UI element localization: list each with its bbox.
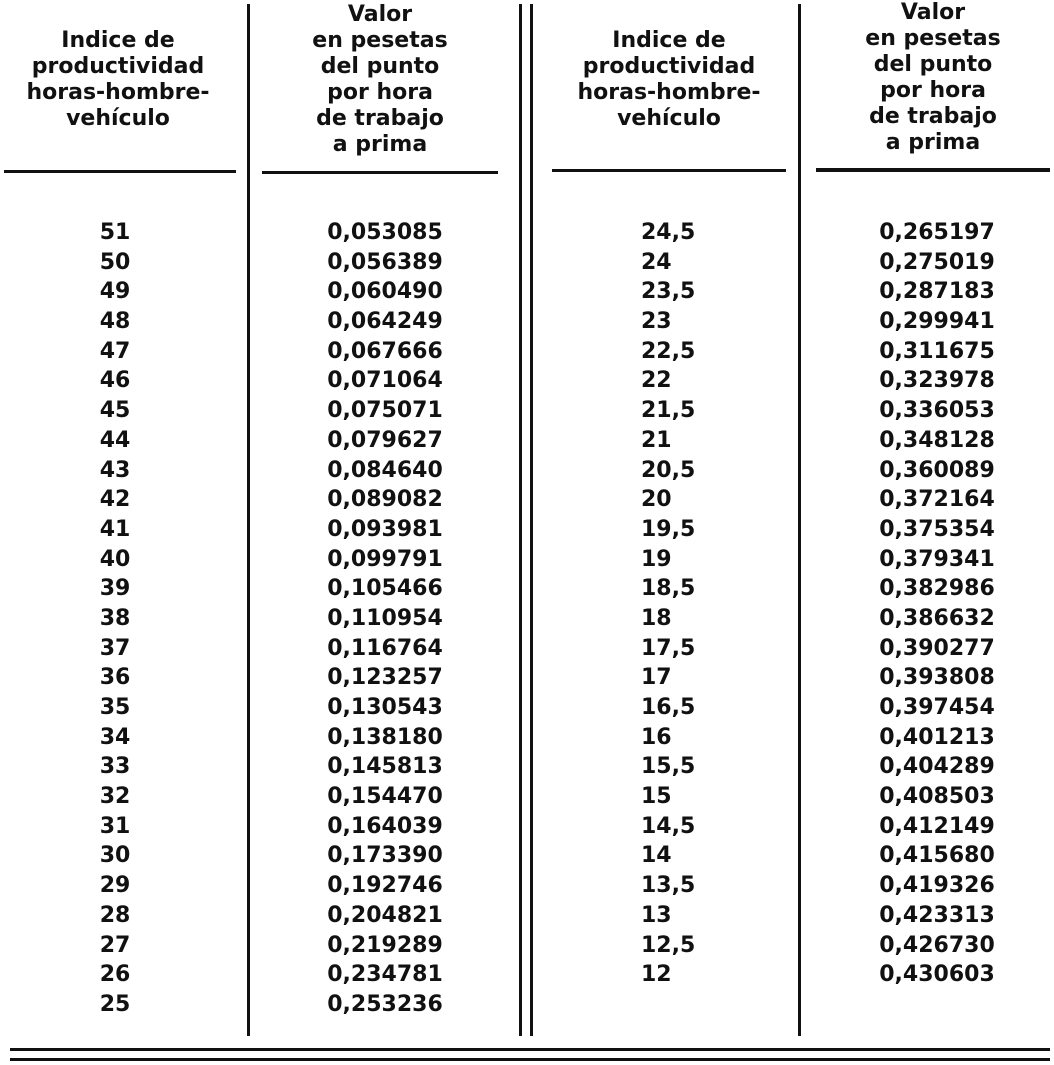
index-cell: 37 xyxy=(99,635,131,661)
value-cell: 0,145813 xyxy=(327,754,443,780)
header-line: de trabajo xyxy=(869,104,997,129)
index-cell: 13 xyxy=(641,902,672,928)
index-cell: 19,5 xyxy=(641,516,696,542)
index-cell: 26 xyxy=(99,962,131,988)
index-cell: 12,5 xyxy=(641,932,696,958)
value-cell: 0,089082 xyxy=(327,487,443,513)
value-cell: 0,056389 xyxy=(327,249,443,275)
value-cell: 0,311675 xyxy=(879,338,995,364)
index-cell: 39 xyxy=(99,576,131,602)
value-cell: 0,397454 xyxy=(879,695,995,720)
value-cell: 0,067666 xyxy=(327,338,443,364)
index-cell: 22 xyxy=(641,368,672,394)
value-cell: 0,382986 xyxy=(879,576,995,602)
index-cell: 24 xyxy=(641,249,672,275)
index-cell: 30 xyxy=(99,843,131,869)
value-cell: 0,099791 xyxy=(327,546,443,572)
header-line: en pesetas xyxy=(312,28,448,53)
center-double-divider xyxy=(519,4,522,1036)
value-cell: 0,430603 xyxy=(879,962,995,988)
header-value-right xyxy=(816,0,1050,156)
index-cell: 15 xyxy=(641,784,672,810)
value-cell: 0,265197 xyxy=(879,220,995,245)
index-cell: 23 xyxy=(641,309,672,335)
left-value-column xyxy=(300,218,470,1020)
index-cell: 16,5 xyxy=(641,695,696,720)
left-index-column xyxy=(60,218,170,1020)
header-line: a prima xyxy=(885,130,981,155)
header-line: del punto xyxy=(320,54,440,79)
value-cell: 0,426730 xyxy=(879,932,995,958)
index-cell: 23,5 xyxy=(641,279,696,305)
header-line: por hora xyxy=(327,80,433,105)
index-cell: 32 xyxy=(99,784,131,810)
value-cell: 0,386632 xyxy=(879,605,995,631)
index-cell: 18 xyxy=(641,605,672,631)
index-cell: 44 xyxy=(99,427,131,453)
value-cell: 0,138180 xyxy=(327,724,443,750)
header-line: Indice de xyxy=(61,28,175,53)
index-cell: 47 xyxy=(99,338,131,364)
header-line: vehículo xyxy=(617,106,721,131)
value-cell: 0,360089 xyxy=(879,457,995,483)
header-line: por hora xyxy=(880,78,986,103)
value-cell: 0,419326 xyxy=(879,873,995,899)
value-cell: 0,123257 xyxy=(327,665,443,691)
value-cell: 0,323978 xyxy=(879,368,995,394)
index-cell: 46 xyxy=(99,368,131,394)
value-cell: 0,415680 xyxy=(879,843,995,869)
index-cell: 28 xyxy=(99,902,131,928)
index-cell: 36 xyxy=(99,665,131,691)
header-line: en pesetas xyxy=(865,26,1001,51)
index-cell: 21,5 xyxy=(641,398,696,424)
value-cell: 0,154470 xyxy=(327,784,443,810)
index-cell: 27 xyxy=(99,932,131,958)
index-cell: 12 xyxy=(641,962,672,988)
index-cell: 22,5 xyxy=(641,338,696,364)
header-line: del punto xyxy=(873,52,993,77)
index-cell: 40 xyxy=(99,546,131,572)
index-cell: 42 xyxy=(99,487,131,513)
right-value-column xyxy=(852,218,1022,990)
value-cell: 0,219289 xyxy=(327,932,443,958)
value-cell: 0,336053 xyxy=(879,398,995,424)
value-cell: 0,075071 xyxy=(327,398,443,424)
value-cell: 0,204821 xyxy=(327,902,443,928)
header-line: de trabajo xyxy=(316,106,444,131)
index-cell: 49 xyxy=(99,279,131,305)
value-cell: 0,412149 xyxy=(879,813,995,839)
value-cell: 0,423313 xyxy=(879,902,995,928)
header-line: productividad xyxy=(582,54,756,79)
value-cell: 0,408503 xyxy=(879,784,995,810)
index-cell: 38 xyxy=(99,605,131,631)
value-cell: 0,173390 xyxy=(327,843,443,869)
index-cell: 41 xyxy=(99,516,131,542)
value-cell: 0,093981 xyxy=(327,516,443,542)
header-index-left xyxy=(0,28,236,132)
value-cell: 0,299941 xyxy=(879,309,995,335)
value-cell: 0,110954 xyxy=(327,605,443,631)
header-index-right xyxy=(552,28,786,132)
column-divider xyxy=(798,4,801,1036)
header-value-left xyxy=(262,2,498,158)
index-cell: 51 xyxy=(99,220,131,245)
value-cell: 0,164039 xyxy=(327,813,443,839)
value-cell: 0,116764 xyxy=(327,635,443,661)
value-cell: 0,275019 xyxy=(879,249,995,275)
value-cell: 0,053085 xyxy=(327,220,443,245)
value-cell: 0,393808 xyxy=(879,665,995,691)
index-cell: 13,5 xyxy=(641,873,696,899)
index-cell: 48 xyxy=(99,309,131,335)
value-cell: 0,105466 xyxy=(327,576,443,602)
header-line: Valor xyxy=(347,2,413,27)
value-cell: 0,064249 xyxy=(327,309,443,335)
index-cell: 17,5 xyxy=(641,635,696,661)
value-cell: 0,079627 xyxy=(327,427,443,453)
value-cell: 0,401213 xyxy=(879,724,995,750)
index-cell: 43 xyxy=(99,457,131,483)
index-cell: 35 xyxy=(99,695,131,720)
index-cell: 24,5 xyxy=(641,220,696,245)
bottom-double-rule xyxy=(10,1048,1050,1051)
header-underline xyxy=(816,168,1050,172)
value-cell: 0,253236 xyxy=(327,991,443,1017)
index-cell: 21 xyxy=(641,427,672,453)
index-cell: 33 xyxy=(99,754,131,780)
value-cell: 0,192746 xyxy=(327,873,443,899)
value-cell: 0,404289 xyxy=(879,754,995,780)
header-line: productividad xyxy=(31,54,205,79)
value-cell: 0,234781 xyxy=(327,962,443,988)
index-cell: 25 xyxy=(99,991,131,1017)
value-cell: 0,348128 xyxy=(879,427,995,453)
index-cell: 14 xyxy=(641,843,672,869)
index-cell: 29 xyxy=(99,873,131,899)
value-cell: 0,130543 xyxy=(327,695,443,720)
value-cell: 0,084640 xyxy=(327,457,443,483)
index-cell: 20 xyxy=(641,487,672,513)
index-cell: 17 xyxy=(641,665,672,691)
index-cell: 50 xyxy=(99,249,131,275)
header-line: horas-hombre- xyxy=(577,80,761,105)
index-cell: 16 xyxy=(641,724,672,750)
header-line: vehículo xyxy=(66,106,170,131)
header-line: Indice de xyxy=(612,28,726,53)
value-cell: 0,390277 xyxy=(879,635,995,661)
index-cell: 20,5 xyxy=(641,457,696,483)
index-cell: 34 xyxy=(99,724,131,750)
right-index-column xyxy=(641,218,761,990)
header-underline xyxy=(262,171,498,174)
value-cell: 0,287183 xyxy=(879,279,995,305)
index-cell: 19 xyxy=(641,546,672,572)
center-double-divider xyxy=(530,4,533,1036)
header-line: Valor xyxy=(900,0,966,25)
index-cell: 14,5 xyxy=(641,813,696,839)
value-cell: 0,372164 xyxy=(879,487,995,513)
column-divider xyxy=(247,4,250,1036)
value-cell: 0,060490 xyxy=(327,279,443,305)
header-line: horas-hombre- xyxy=(26,80,210,105)
index-cell: 31 xyxy=(99,813,131,839)
header-line: a prima xyxy=(332,132,428,157)
index-cell: 18,5 xyxy=(641,576,696,602)
index-cell: 45 xyxy=(99,398,131,424)
bottom-double-rule xyxy=(10,1058,1050,1061)
index-cell: 15,5 xyxy=(641,754,696,780)
header-underline xyxy=(552,169,786,172)
header-underline xyxy=(4,170,236,173)
value-cell: 0,379341 xyxy=(879,546,995,572)
value-cell: 0,375354 xyxy=(879,516,995,542)
value-cell: 0,071064 xyxy=(327,368,443,394)
